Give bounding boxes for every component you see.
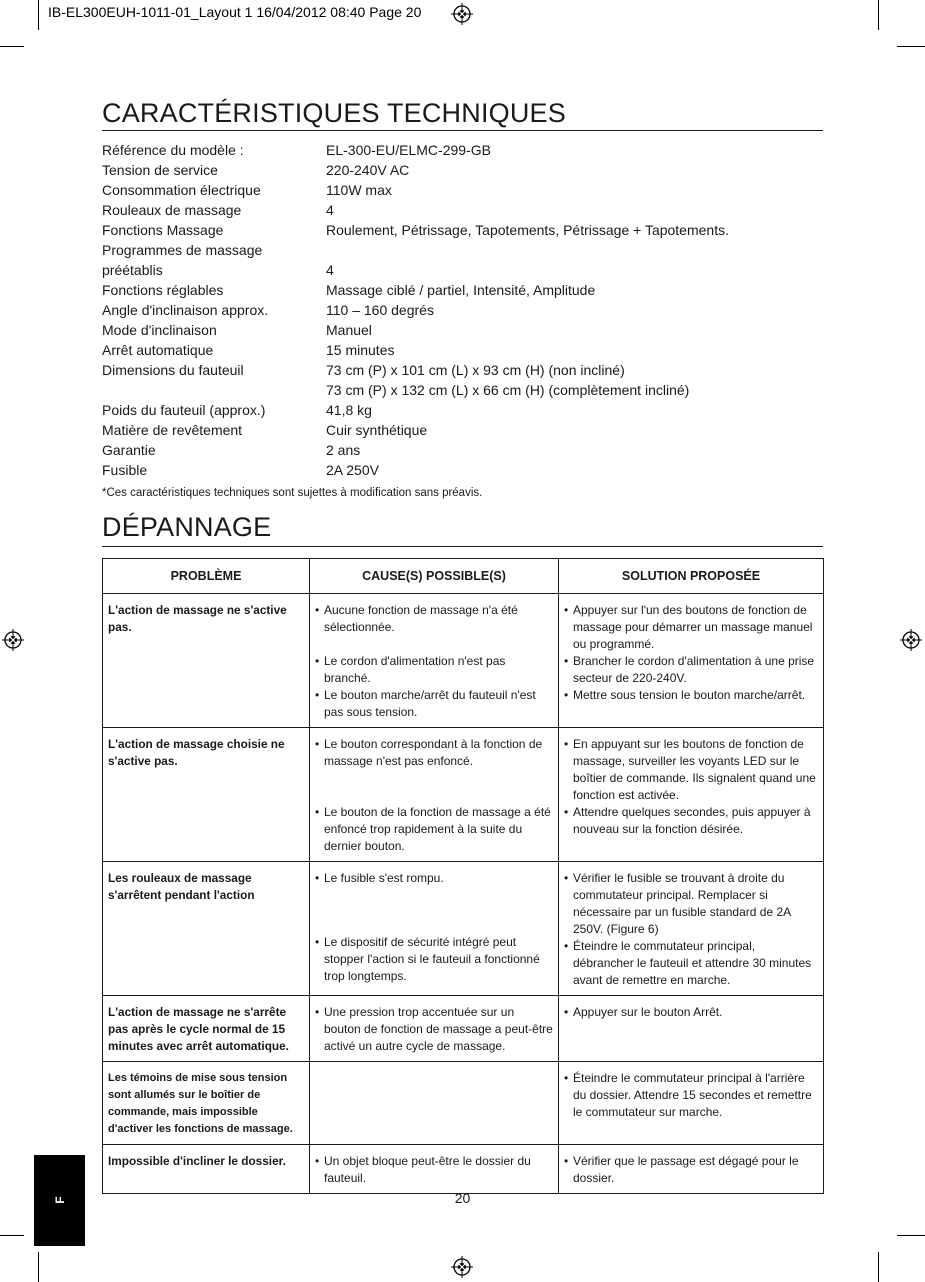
solutions-cell: [559, 1062, 824, 1145]
spec-value: 2A 250V: [326, 462, 379, 478]
spec-label: Tension de service: [102, 162, 218, 178]
table-row: [103, 1062, 824, 1145]
spec-label: Garantie: [102, 442, 156, 458]
spec-label: Arrêt automatique: [102, 342, 214, 358]
crop-mark: [878, 1252, 879, 1282]
language-tab-label: F: [52, 1196, 67, 1204]
spec-value: 15 minutes: [326, 342, 395, 358]
cause-item: • Le bouton marche/arrêt du fauteuil n'est pas sous tension.: [315, 687, 553, 721]
spec-label: préétablis: [102, 262, 163, 278]
causes-cell: [310, 862, 559, 996]
crop-mark: [878, 0, 879, 30]
spec-value: 110 – 160 degrés: [326, 302, 434, 318]
registration-mark-icon: [451, 3, 473, 25]
causes-cell: [310, 594, 559, 728]
spec-value: Massage ciblé / partiel, Intensité, Amplitude: [326, 282, 596, 298]
spec-value: Cuir synthétique: [326, 422, 428, 438]
solution-item: • Mettre sous tension le bouton marche/arrêt.: [564, 687, 818, 704]
solutions-cell: [559, 594, 824, 728]
causes-cell: [310, 1062, 559, 1145]
table-row: [103, 862, 824, 996]
column-header-solution: SOLUTION PROPOSÉE: [559, 559, 824, 594]
causes-cell: [310, 996, 559, 1062]
solution-item: • Brancher le cordon d'alimentation à une prise secteur de 220-240V.: [564, 653, 818, 687]
solution-item: • Éteindre le commutateur principal à l'arrière du dossier. Attendre 15 secondes et remettre le commutateur sur marche.: [564, 1070, 818, 1121]
cause-item: • Le dispositif de sécurité intégré peut stopper l'action si le fauteuil a fonctionné trop longtemps.: [315, 934, 553, 985]
cause-item: • Le bouton de la fonction de massage a été enfoncé trop rapidement à la suite du dernier bouton.: [315, 804, 553, 855]
registration-mark-icon: [900, 629, 922, 651]
spec-label: Référence du modèle :: [102, 142, 244, 158]
crop-mark: [38, 0, 39, 30]
registration-mark-icon: [2, 629, 24, 651]
troubleshooting-table: [102, 558, 824, 1194]
solution-item: • Attendre quelques secondes, puis appuyer à nouveau sur la fonction désirée.: [564, 804, 818, 838]
spec-value: 2 ans: [326, 442, 361, 458]
spec-label: Dimensions du fauteuil: [102, 362, 244, 378]
cause-item: • Aucune fonction de massage n'a été sélectionnée.: [315, 602, 553, 636]
solution-item: • Vérifier le fusible se trouvant à droite du commutateur principal. Remplacer si nécessaire par un fusible standard de 2A 250V. (Figure 6): [564, 870, 818, 938]
spec-label: Poids du fauteuil (approx.): [102, 402, 266, 418]
problem-cell: Impossible d'incliner le dossier.: [103, 1145, 310, 1194]
specs-title-rule: [102, 130, 823, 131]
table-row: [103, 1145, 824, 1194]
troubleshooting-title: DÉPANNAGE: [102, 512, 272, 542]
solution-item: • Vérifier que le passage est dégagé pour le dossier.: [564, 1153, 818, 1187]
problem-cell: Les rouleaux de massage s'arrêtent pendant l'action: [103, 862, 310, 996]
spec-label: Fusible: [102, 462, 148, 478]
cause-item: • Le bouton correspondant à la fonction de massage n'est pas enfoncé.: [315, 736, 553, 770]
causes-cell: [310, 1145, 559, 1194]
spec-value: Roulement, Pétrissage, Tapotements, Pétrissage + Tapotements.: [326, 222, 729, 238]
solution-item: • Appuyer sur le bouton Arrêt.: [564, 1004, 818, 1021]
problem-cell: L'action de massage choisie ne s'active pas.: [103, 728, 310, 862]
spec-value: 4: [326, 202, 334, 218]
crop-mark: [897, 1235, 925, 1236]
spec-value: Manuel: [326, 322, 372, 338]
cause-item: • Un objet bloque peut-être le dossier du fauteuil.: [315, 1153, 553, 1187]
spec-value: 73 cm (P) x 101 cm (L) x 93 cm (H) (non incliné): [326, 362, 625, 378]
solutions-cell: [559, 1145, 824, 1194]
solutions-cell: [559, 996, 824, 1062]
spec-label: Mode d'inclinaison: [102, 322, 217, 338]
print-slug: IB-EL300EUH-1011-01_Layout 1 16/04/2012 08:40 Page 20: [48, 4, 422, 20]
specs-note: *Ces caractéristiques techniques sont sujettes à modification sans préavis.: [102, 487, 483, 499]
crop-mark: [0, 1235, 24, 1236]
table-header-row: [103, 559, 824, 594]
page-number: 20: [454, 1190, 471, 1206]
crop-mark: [897, 46, 925, 47]
spec-label: Matière de revêtement: [102, 422, 243, 438]
spec-label: Fonctions Massage: [102, 222, 224, 238]
column-header-problem: PROBLÈME: [103, 559, 310, 594]
problem-cell: Les témoins de mise sous tension sont allumés sur le boîtier de commande, mais impossible d'activer les fonctions de massage.: [103, 1062, 310, 1145]
spec-value: 4: [326, 262, 334, 278]
column-header-causes: CAUSE(S) POSSIBLE(S): [310, 559, 559, 594]
problem-cell: L'action de massage ne s'active pas.: [103, 594, 310, 728]
cause-item: • Une pression trop accentuée sur un bouton de fonction de massage a peut-être activé un autre cycle de massage.: [315, 1004, 553, 1055]
troubleshooting-title-rule: [102, 546, 823, 547]
crop-mark: [0, 46, 24, 47]
spec-value: 220-240V AC: [326, 162, 410, 178]
spec-value: 110W max: [326, 182, 392, 198]
spec-label: Angle d'inclinaison approx.: [102, 302, 269, 318]
crop-mark: [38, 1252, 39, 1282]
cause-item: • Le fusible s'est rompu.: [315, 870, 553, 887]
solutions-cell: [559, 862, 824, 996]
table-row: [103, 594, 824, 728]
solution-item: • En appuyant sur les boutons de fonction de massage, surveiller les voyants LED sur le boîtier de commande. Ils signalent quand une fonction est activée.: [564, 736, 818, 804]
table-row: [103, 996, 824, 1062]
solution-item: • Éteindre le commutateur principal, débrancher le fauteuil et attendre 30 minutes avant de remettre en marche.: [564, 938, 818, 989]
spec-value: EL-300-EU/ELMC-299-GB: [326, 142, 491, 158]
causes-cell: [310, 728, 559, 862]
spec-label: Consommation électrique: [102, 182, 261, 198]
registration-mark-icon: [451, 1256, 473, 1278]
spec-label: Fonctions réglables: [102, 282, 224, 298]
specs-title: CARACTÉRISTIQUES TECHNIQUES: [102, 98, 566, 128]
problem-cell: L'action de massage ne s'arrête pas après le cycle normal de 15 minutes avec arrêt automatique.: [103, 996, 310, 1062]
spec-value: 73 cm (P) x 132 cm (L) x 66 cm (H) (complètement incliné): [326, 382, 690, 398]
table-row: [103, 728, 824, 862]
cause-item: • Le cordon d'alimentation n'est pas branché.: [315, 653, 553, 687]
spec-label: Rouleaux de massage: [102, 202, 242, 218]
solution-item: • Appuyer sur l'un des boutons de fonction de massage pour démarrer un massage manuel ou programmé.: [564, 602, 818, 653]
spec-value: 41,8 kg: [326, 402, 372, 418]
spec-label: Programmes de massage: [102, 242, 263, 258]
solutions-cell: [559, 728, 824, 862]
